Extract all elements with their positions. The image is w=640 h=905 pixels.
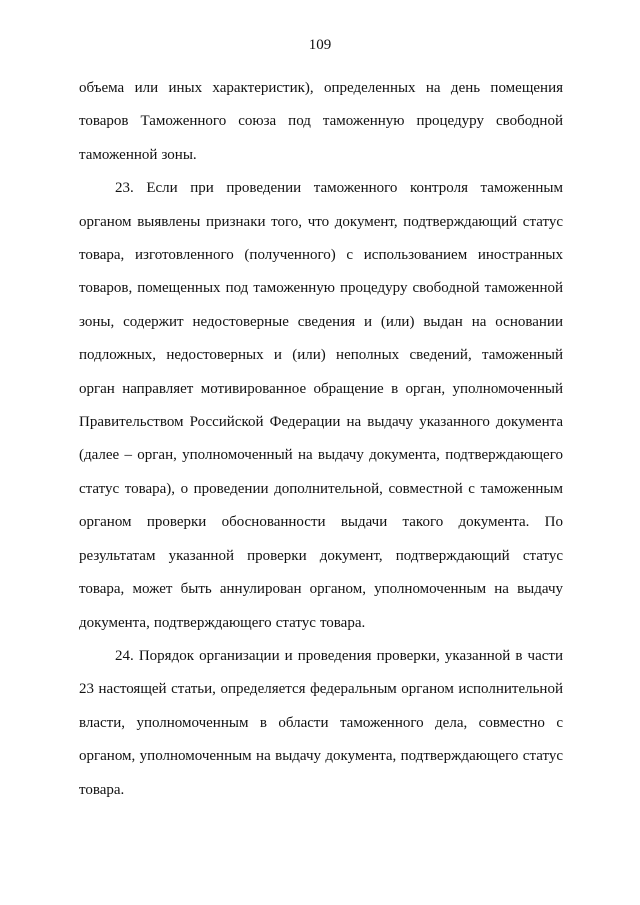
- page-number: 109: [308, 37, 332, 53]
- paragraph-23: 23. Если при проведении таможенного контроля таможенным органом выявлены признаки того, что документ, подтверждающий статус товара, изготовленного (полученного) с использованием иностранных товаров, помещенных под таможенную процедуру свободной таможенной зоны, содержит недостоверные сведения и (или) выдан на основании подложных, недостоверных и (или) неполных сведений, таможенный орган направляет мотивированное обращение в орган, уполномоченный Правительством Российской Федерации на выдачу указанного документа (далее – орган, уполномоченный на выдачу документа, подтверждающего статус товара), о проведении дополнительной, совместной с таможенным органом проверки обоснованности выдачи такого документа. По результатам указанной проверки документ, подтверждающий статус товара, может быть аннулирован органом, уполномоченным на выдачу документа, подтверждающего статус товара.: [79, 180, 563, 631]
- paragraph-24: 24. Порядок организации и проведения проверки, указанной в части 23 настоящей статьи, определяется федеральным органом исполнительной власти, уполномоченным в области таможенного дела, совместно с органом, уполномоченным на выдачу документа, подтверждающего статус товара.: [79, 647, 563, 798]
- paragraph-continuation: объема или иных характеристик), определенных на день помещения товаров Таможенного союза под таможенную процедуру свободной таможенной зоны.: [79, 80, 563, 163]
- document-body: [79, 72, 563, 807]
